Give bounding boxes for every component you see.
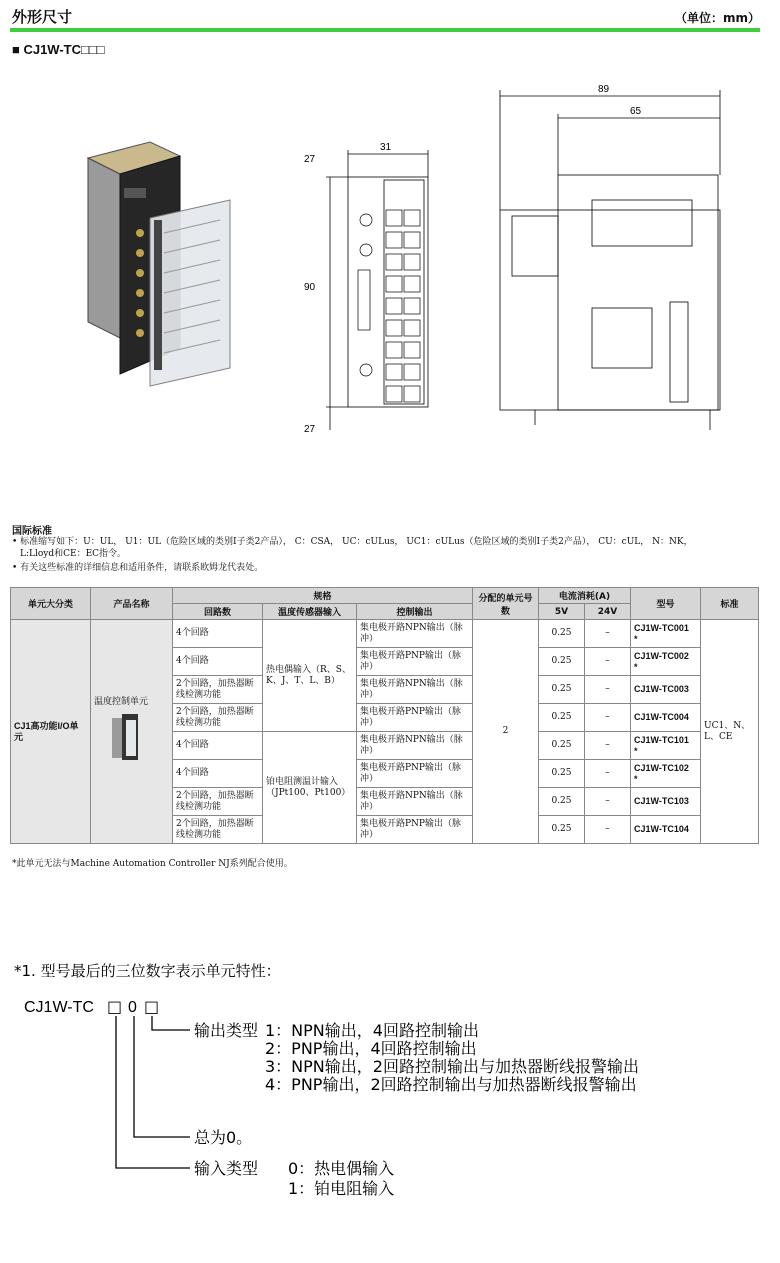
th-spec: 规格 [173, 588, 473, 604]
code-prefix: CJ1W-TC [24, 999, 94, 1016]
current-24v-cell: – [585, 620, 631, 648]
model-code: CJ1W-TC101 [634, 734, 689, 745]
standards-title: 国际标准 [12, 526, 52, 537]
control-cell: 集电极开路PNP输出（脉冲） [357, 704, 473, 732]
product-photo [80, 138, 240, 388]
dim-depth-body: 65 [630, 106, 642, 117]
circuits-cell: 2个回路，加热器断线检测功能 [173, 676, 263, 704]
circuits-cell: 2个回路，加热器断线检测功能 [173, 788, 263, 816]
control-cell: 集电极开路NPN输出（脉冲） [357, 676, 473, 704]
dimension-drawing [300, 80, 740, 440]
dim-height: 90 [304, 282, 316, 293]
th-24v: 24V [585, 604, 631, 620]
model-cell [631, 760, 701, 788]
current-24v-cell: – [585, 760, 631, 788]
unit-no-cell: 2 [473, 620, 539, 844]
circuits-cell: 2个回路，加热器断线检测功能 [173, 704, 263, 732]
th-sensor: 温度传感器输入 [263, 604, 357, 620]
in-type-1: 1：铂电阻输入 [288, 1179, 395, 1198]
standards-line-2: L:Lloyd和CE：EC指令。 [20, 549, 127, 559]
current-5v-cell: 0.25 [539, 648, 585, 676]
dim-front-width: 31 [380, 142, 392, 153]
control-cell: 集电极开路NPN输出（脉冲） [357, 788, 473, 816]
current-5v-cell: 0.25 [539, 816, 585, 844]
page-title: 外形尺寸 [12, 8, 73, 26]
code-box-2: □ [144, 997, 160, 1016]
current-24v-cell: – [585, 732, 631, 760]
current-24v-cell: – [585, 676, 631, 704]
circuits-cell: 4个回路 [173, 760, 263, 788]
model-footnote-mark: * [634, 745, 638, 756]
th-circuits: 回路数 [173, 604, 263, 620]
th-product: 产品名称 [91, 588, 173, 620]
code-zero: 0 [128, 999, 137, 1016]
dim-depth-total: 89 [598, 84, 610, 95]
current-5v-cell: 0.25 [539, 732, 585, 760]
model-cell: CJ1W-TC004 [631, 704, 701, 732]
model-cell: CJ1W-TC103 [631, 788, 701, 816]
current-24v-cell: – [585, 648, 631, 676]
footnote: *此单元无法与Machine Automation Controller NJ系列配合使用。 [12, 859, 293, 869]
header-divider [10, 28, 760, 32]
standards-line-3: • 有关这些标准的详细信息和适用条件，请联系欧姆龙代表处。 [12, 563, 264, 573]
control-cell: 集电极开路NPN输出（脉冲） [357, 620, 473, 648]
th-model: 型号 [631, 588, 701, 620]
circuits-cell: 4个回路 [173, 620, 263, 648]
product-cell [91, 620, 173, 844]
model-code: CJ1W-TC002 [634, 650, 689, 661]
current-5v-cell: 0.25 [539, 676, 585, 704]
control-cell: 集电极开路NPN输出（脉冲） [357, 732, 473, 760]
current-24v-cell: – [585, 788, 631, 816]
th-control: 控制输出 [357, 604, 473, 620]
out-type-2: 2：PNP输出，4回路控制输出 [265, 1039, 477, 1058]
th-5v: 5V [539, 604, 585, 620]
code-box-1: □ [107, 997, 123, 1016]
dim-top-ext: 27 [304, 154, 316, 165]
th-standard: 标准 [701, 588, 759, 620]
control-cell: 集电极开路PNP输出（脉冲） [357, 816, 473, 844]
in-label: 输入类型 [194, 1159, 259, 1178]
page-header [10, 6, 760, 28]
sensor-rtd-cell: 铂电阻测温计输入（JPt100、Pt100） [263, 732, 357, 844]
model-cell [631, 620, 701, 648]
model-title: ■ CJ1W-TC□□□ [12, 42, 105, 57]
model-code: CJ1W-TC102 [634, 762, 689, 773]
circuits-cell: 2个回路，加热器断线检测功能 [173, 816, 263, 844]
model-code: CJ1W-TC001 [634, 622, 689, 633]
out-label: 输出类型 [194, 1021, 259, 1040]
th-current: 电流消耗(A) [539, 588, 631, 604]
current-24v-cell: – [585, 816, 631, 844]
model-cell [631, 648, 701, 676]
out-type-3: 3：NPN输出，2回路控制输出与加热器断线报警输出 [265, 1057, 639, 1076]
spec-table [10, 587, 759, 844]
current-5v-cell: 0.25 [539, 704, 585, 732]
product-name: 温度控制单元 [94, 697, 149, 707]
control-cell: 集电极开路PNP输出（脉冲） [357, 760, 473, 788]
standard-cell: UC1、N、L、CE [701, 620, 759, 844]
model-footnote-mark: * [634, 773, 638, 784]
th-unit-no: 分配的单元号数 [473, 588, 539, 620]
circuits-cell: 4个回路 [173, 732, 263, 760]
model-footnote-mark: * [634, 661, 638, 672]
zero-label: 总为0。 [194, 1128, 253, 1147]
th-category: 单元大分类 [11, 588, 91, 620]
model-code-diagram [0, 950, 780, 1210]
out-type-1: 1：NPN输出，4回路控制输出 [265, 1021, 479, 1040]
current-24v-cell: – [585, 704, 631, 732]
current-5v-cell: 0.25 [539, 760, 585, 788]
unit-label: （单位：mm） [674, 11, 760, 25]
circuits-cell: 4个回路 [173, 648, 263, 676]
category-cell: CJ1高功能I/O单元 [11, 620, 91, 844]
standards-line-1: • 标准缩写如下：U：UL， U1：UL（危险区域的类别I子类2产品）， C：CSA， UC：cULus， UC1：cULus（危险区域的类别I子类2产品）， CU：cUL， N：NK， [12, 537, 693, 547]
model-cell: CJ1W-TC104 [631, 816, 701, 844]
model-footnote-mark: * [634, 633, 638, 644]
dim-bottom-ext: 27 [304, 424, 316, 435]
out-type-4: 4：PNP输出，2回路控制输出与加热器断线报警输出 [265, 1075, 637, 1094]
current-5v-cell: 0.25 [539, 788, 585, 816]
sensor-tc-cell: 热电偶输入（R、S、K、J、T、L、B） [263, 620, 357, 732]
model-cell [631, 732, 701, 760]
control-cell: 集电极开路PNP输出（脉冲） [357, 648, 473, 676]
current-5v-cell: 0.25 [539, 620, 585, 648]
explanation-title: *1. 型号最后的三位数字表示单元特性： [14, 962, 281, 980]
in-type-0: 0：热电偶输入 [288, 1159, 395, 1178]
table-row [11, 620, 759, 648]
model-cell: CJ1W-TC003 [631, 676, 701, 704]
product-thumbnail [110, 712, 140, 762]
